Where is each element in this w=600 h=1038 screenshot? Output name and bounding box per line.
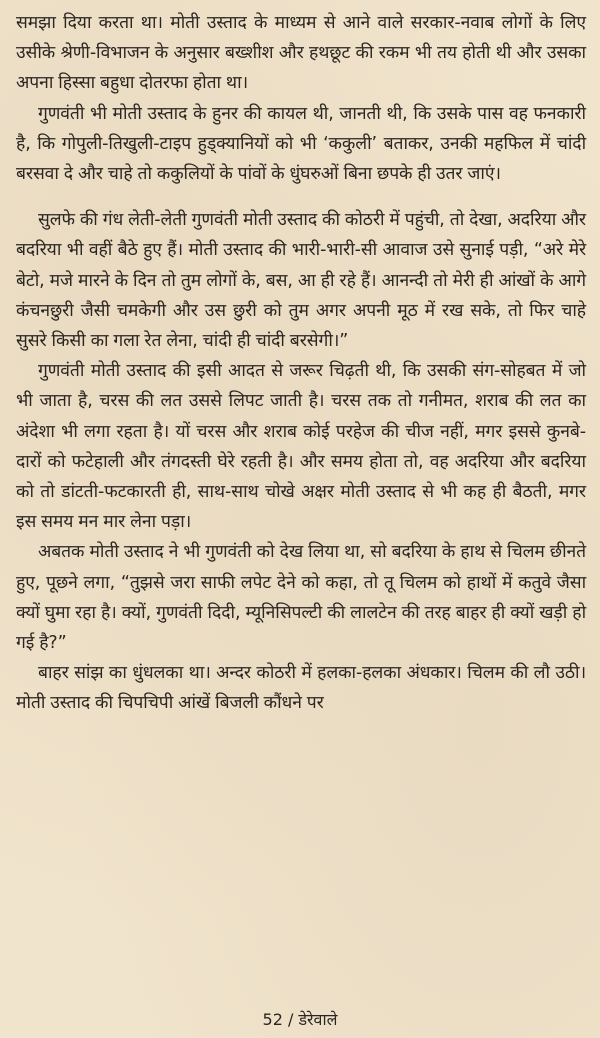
paragraph-4: गुणवंती मोती उस्ताद की इसी आदत से जरूर चिढ़ती थी, कि उसकी संग-सोहबत में जो भी जाता है, चरस की लत उससे लिपट जाती है। चरस तक तो गनीमत, शराब की लत का अंदेशा भी लगा रहता है। यों चरस और शराब कोई परहेज की चीज नहीं, मगर इससे कुनबे-दारों को फटेहाली और तंगदस्ती घेरे रहती है। और समय होता तो, वह अदरिया और बदरिया को तो डांटती-फटकारती ही, साथ-साथ चोखे अक्षर मोती उस्ताद से भी कह ही बैठती, मगर इस समय मन मार लेना पड़ा। — [16, 361, 586, 533]
paragraph-2: गुणवंती भी मोती उस्ताद के हुनर की कायल थी, जानती थी, कि उसके पास वह फनकारी है, कि गोपुली-तिखुली-टाइप हुड्क्यानियों को भी ‘ककुली’ बताकर, उनकी महफिल में चांदी बरसवा दे और चाहे तो ककुलियों के पांवों के धुंघरुओं बिना छपके ही उतर जाएं। — [16, 103, 586, 185]
page-footer: 52 / डेरेवाले — [262, 1010, 338, 1029]
paragraph-3: सुलफे की गंध लेती-लेती गुणवंती मोती उस्ताद की कोठरी में पहुंची, तो देखा, अदरिया और बदरिया भी वहीं बैठे हुए हैं। मोती उस्ताद की भारी-भारी-सी आवाज उसे सुनाई पड़ी, “अरे मेरे बेटो, मजे मारने के दिन तो तुम लोगों के, बस, आ ही रहे हैं। आनन्दी तो मेरी ही आंखों के आगे कंचनछुरी जैसी चमकेगी और उस छुरी को तुम अगर अपनी मूठ में रख सके, तो फिर चाहे सुसरे किसी का गला रेत लेना, चांदी ही चांदी बरसेगी।” — [16, 210, 586, 352]
paragraph-6: बाहर सांझ का धुंधलका था। अन्दर कोठरी में हलका-हलका अंधकार। चिलम की लौ उठी। मोती उस्ताद की चिपचिपी आंखें बिजली कौंधने पर — [16, 663, 586, 714]
paragraph-5: अबतक मोती उस्ताद ने भी गुणवंती को देख लिया था, सो बदरिया के हाथ से चिलम छीनते हुए, पूछने लगा, “तुझसे जरा साफी लपेट देने को कहा, तो तू चिलम को हाथों में कतुवे जैसा क्यों घुमा रहा है। क्यों, गुणवंती दिदी, म्यूनिसिपल्टी की लालटेन की तरह बाहर ही क्यों खड़ी हो गई है?” — [16, 542, 586, 654]
paragraph-1: समझा दिया करता था। मोती उस्ताद के माध्यम से आने वाले सरकार-नवाब लोगों के लिए उसीके श्रेणी-विभाजन के अनुसार बख्शीश और हथछूट की रकम भी तय होती थी और उसका अपना हिस्सा बहुधा दोतरफा होता था। — [16, 13, 586, 94]
